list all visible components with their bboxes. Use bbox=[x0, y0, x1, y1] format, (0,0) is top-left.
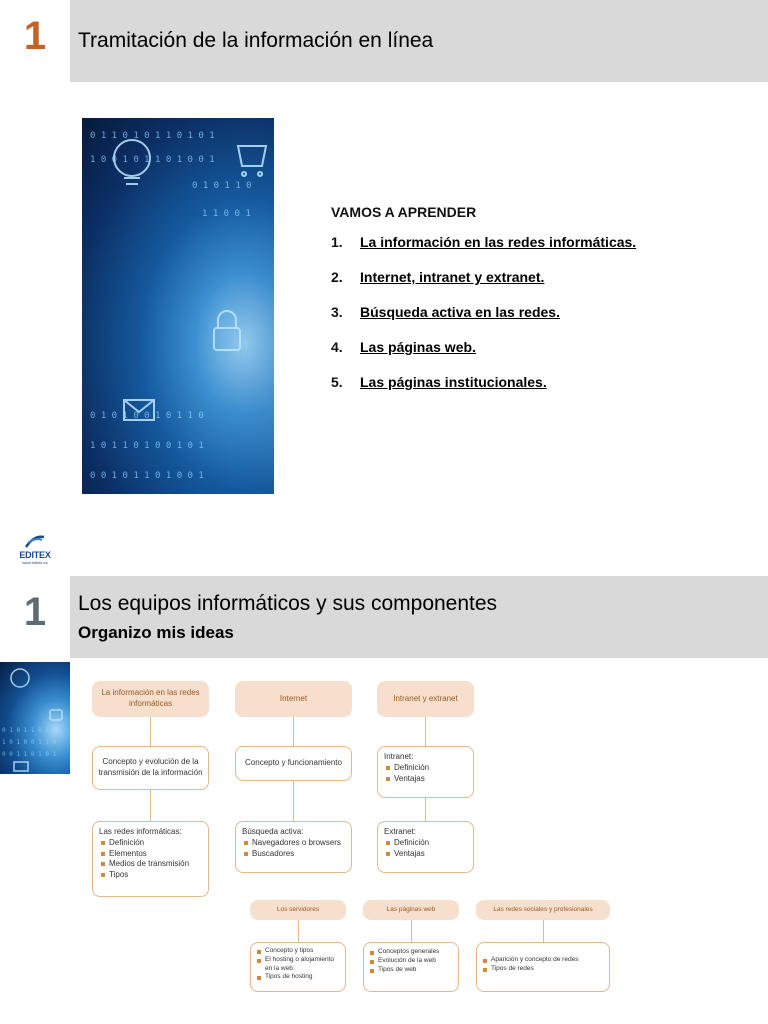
node-bullet: Tipos de hosting bbox=[255, 973, 341, 982]
objective-number: 1. bbox=[331, 234, 343, 250]
objectives-heading: VAMOS A APRENDER bbox=[331, 204, 477, 220]
editex-url: www.editex.es bbox=[22, 560, 48, 565]
connector bbox=[293, 717, 294, 746]
slide-title: Tramitación de la información en línea bbox=[78, 29, 434, 52]
node-bullet: Concepto y tipos bbox=[255, 947, 341, 956]
connector bbox=[298, 920, 299, 942]
node-bullet: Buscadores bbox=[242, 849, 345, 860]
map-box-redes bbox=[92, 821, 209, 897]
map-node-paginas-web bbox=[363, 900, 459, 920]
objective-item bbox=[331, 269, 636, 304]
svg-text:0 0 1 0 1 1 0 1 0 0 1: 0 0 1 0 1 1 0 1 0 0 1 bbox=[90, 471, 204, 481]
objective-item bbox=[331, 374, 636, 409]
map-box-paginas-web bbox=[363, 942, 459, 992]
node-label: Las redes informáticas: bbox=[99, 827, 182, 836]
node-bullet: Definición bbox=[384, 763, 467, 774]
node-label: Internet bbox=[279, 693, 308, 703]
editex-swoosh-icon bbox=[14, 533, 56, 551]
node-bullet: Tipos de redes bbox=[481, 965, 605, 974]
node-label: Concepto y evolución de la transmisión de la información bbox=[98, 757, 203, 777]
node-bullet: El hosting o alojamiento en la web bbox=[255, 956, 341, 974]
connector bbox=[411, 920, 412, 942]
svg-text:1 0 1 1 0 1 0 0 1 0 1: 1 0 1 1 0 1 0 0 1 0 1 bbox=[90, 441, 204, 451]
objective-item bbox=[331, 234, 636, 269]
svg-text:0 1 0 1 0 0 1 0 1 1 0: 0 1 0 1 0 0 1 0 1 1 0 bbox=[90, 411, 204, 421]
map-box-funcionamiento bbox=[235, 746, 352, 781]
map-node-internet bbox=[235, 681, 352, 717]
node-bullet: Conceptos generales bbox=[368, 948, 454, 957]
node-label: Intranet y extranet bbox=[393, 693, 458, 703]
map-box-servidores bbox=[250, 942, 346, 992]
node-label: Los servidores bbox=[276, 905, 320, 913]
objective-link-busqueda[interactable]: Búsqueda activa en las redes. bbox=[360, 304, 560, 320]
svg-text:1 1 0 0 1: 1 1 0 0 1 bbox=[202, 209, 251, 219]
node-bullet: Tipos bbox=[99, 870, 202, 881]
svg-text:0 1 1 0 1 0 1 1 0 1 0 1: 0 1 1 0 1 0 1 1 0 1 0 1 bbox=[90, 131, 215, 141]
objective-item bbox=[331, 304, 636, 339]
connector bbox=[293, 781, 294, 821]
objective-number: 5. bbox=[331, 374, 343, 390]
connector bbox=[425, 717, 426, 746]
svg-text:1 0 1 0 0 1 1 0: 1 0 1 0 0 1 1 0 bbox=[2, 739, 57, 746]
node-label: Intranet: bbox=[384, 752, 414, 761]
objective-item bbox=[331, 339, 636, 374]
node-label: Concepto y funcionamiento bbox=[245, 758, 342, 768]
map-box-transmision bbox=[92, 746, 209, 790]
map-box-busqueda bbox=[235, 821, 352, 873]
objective-link-redes[interactable]: La información en las redes informáticas. bbox=[360, 234, 637, 250]
connector bbox=[543, 920, 544, 942]
svg-text:0 0 1 1 0 1 0 1: 0 0 1 1 0 1 0 1 bbox=[2, 751, 57, 758]
map-box-intranet bbox=[377, 746, 474, 798]
map-box-extranet bbox=[377, 821, 474, 873]
svg-text:0 1 0 1 1 0 1 0: 0 1 0 1 1 0 1 0 bbox=[2, 727, 57, 734]
objective-link-internet[interactable]: Internet, intranet y extranet. bbox=[360, 269, 545, 285]
node-bullet: Definición bbox=[99, 838, 202, 849]
node-label: Las redes sociales y profesionales bbox=[493, 905, 593, 913]
node-bullet: Tipos de web bbox=[368, 966, 454, 975]
node-bullet: Definición bbox=[384, 838, 467, 849]
map-node-servidores bbox=[250, 900, 346, 920]
node-bullet: Ventajas bbox=[384, 849, 467, 860]
chapter-number: 1 bbox=[23, 14, 47, 58]
connector bbox=[150, 790, 151, 821]
node-bullet: Navegadores o browsers bbox=[242, 838, 345, 849]
chapter-number: 1 bbox=[23, 590, 47, 634]
svg-text:0 1 0 1 1 0: 0 1 0 1 1 0 bbox=[192, 181, 252, 191]
map-node-redes-informaticas bbox=[92, 681, 209, 717]
objective-link-paginas-web[interactable]: Las páginas web. bbox=[360, 339, 476, 355]
editex-name: EDITEX bbox=[19, 550, 51, 560]
learning-objectives bbox=[331, 204, 636, 409]
editex-logo bbox=[14, 533, 56, 569]
slide-concept-map bbox=[0, 576, 768, 1024]
node-bullet: Aparición y concepto de redes bbox=[481, 956, 605, 965]
node-bullet: Evolución de la web bbox=[368, 957, 454, 966]
svg-text:1 0 0 1 0 1 1 0 1 0 0 1: 1 0 0 1 0 1 1 0 1 0 0 1 bbox=[90, 155, 215, 165]
node-bullet: Medios de transmisión bbox=[99, 859, 202, 870]
objective-link-institucionales[interactable]: Las páginas institucionales. bbox=[360, 374, 547, 390]
map-node-redes-sociales bbox=[476, 900, 610, 920]
connector bbox=[425, 798, 426, 821]
node-label: Extranet: bbox=[384, 827, 417, 836]
map-node-intranet-extranet bbox=[377, 681, 474, 717]
digital-globe-image bbox=[82, 118, 274, 494]
node-label: Las páginas web bbox=[386, 905, 436, 913]
node-bullet: Ventajas bbox=[384, 774, 467, 785]
node-label: Búsqueda activa: bbox=[242, 827, 304, 836]
map-box-redes-sociales bbox=[476, 942, 610, 992]
slide-subtitle: Organizo mis ideas bbox=[78, 623, 234, 642]
concept-map bbox=[0, 576, 768, 1024]
objective-number: 3. bbox=[331, 304, 343, 320]
objective-number: 4. bbox=[331, 339, 343, 355]
node-label: La información en las redes informáticas bbox=[101, 688, 200, 708]
connector bbox=[150, 717, 151, 746]
node-bullet: Elementos bbox=[99, 849, 202, 860]
objective-number: 2. bbox=[331, 269, 343, 285]
slide-title: Los equipos informáticos y sus componentes bbox=[78, 592, 498, 615]
